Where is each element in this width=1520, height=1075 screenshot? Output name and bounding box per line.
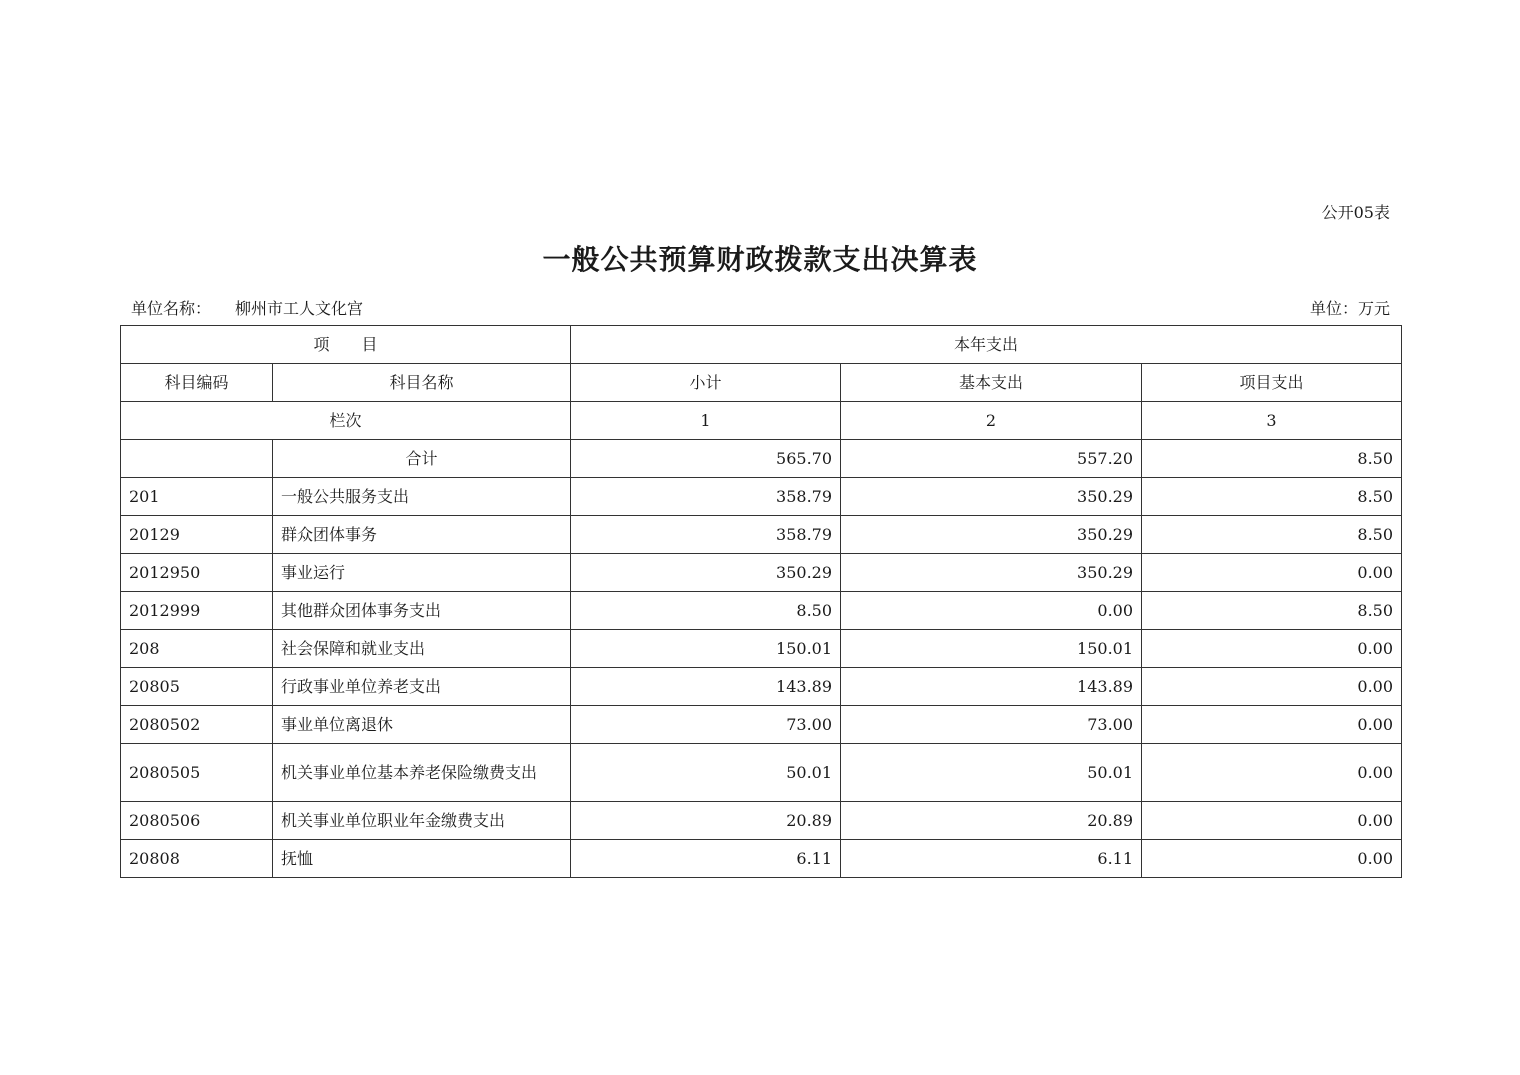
row-basic: 350.29 bbox=[841, 516, 1142, 554]
page-title: 一般公共预算财政拨款支出决算表 bbox=[542, 243, 978, 276]
row-name: 群众团体事务 bbox=[273, 516, 571, 554]
header-basic: 基本支出 bbox=[841, 364, 1142, 402]
row-item: 0.00 bbox=[1142, 706, 1402, 744]
header-row-3 bbox=[121, 402, 1402, 440]
budget-table bbox=[120, 325, 1402, 878]
table-row bbox=[121, 706, 1402, 744]
table-row bbox=[121, 478, 1402, 516]
row-subtotal: 358.79 bbox=[571, 478, 841, 516]
row-name: 抚恤 bbox=[273, 840, 571, 878]
row-subtotal: 50.01 bbox=[571, 744, 841, 802]
row-item: 0.00 bbox=[1142, 554, 1402, 592]
row-code: 20129 bbox=[121, 516, 273, 554]
row-item: 8.50 bbox=[1142, 516, 1402, 554]
row-item: 8.50 bbox=[1142, 592, 1402, 630]
row-subtotal: 358.79 bbox=[571, 516, 841, 554]
header-project: 项 目 bbox=[121, 326, 571, 364]
row-name: 行政事业单位养老支出 bbox=[273, 668, 571, 706]
row-item: 0.00 bbox=[1142, 840, 1402, 878]
row-item: 8.50 bbox=[1142, 478, 1402, 516]
row-subtotal: 8.50 bbox=[571, 592, 841, 630]
total-item: 8.50 bbox=[1142, 440, 1402, 478]
row-basic: 143.89 bbox=[841, 668, 1142, 706]
row-code: 20808 bbox=[121, 840, 273, 878]
row-code: 2080502 bbox=[121, 706, 273, 744]
row-name: 事业运行 bbox=[273, 554, 571, 592]
row-item: 0.00 bbox=[1142, 744, 1402, 802]
header-col-order: 栏次 bbox=[121, 402, 571, 440]
row-code: 20805 bbox=[121, 668, 273, 706]
table-row bbox=[121, 668, 1402, 706]
header-code: 科目编码 bbox=[121, 364, 273, 402]
unit-name-row bbox=[131, 296, 363, 319]
row-name: 一般公共服务支出 bbox=[273, 478, 571, 516]
table-row bbox=[121, 744, 1402, 802]
header-col-2: 2 bbox=[841, 402, 1142, 440]
row-basic: 350.29 bbox=[841, 554, 1142, 592]
header-subtotal: 小计 bbox=[571, 364, 841, 402]
row-subtotal: 143.89 bbox=[571, 668, 841, 706]
total-code bbox=[121, 440, 273, 478]
header-col-1: 1 bbox=[571, 402, 841, 440]
unit-name-label: 单位名称： bbox=[131, 299, 212, 318]
table-row bbox=[121, 554, 1402, 592]
currency-unit: 单位：万元 bbox=[1309, 299, 1390, 318]
total-row bbox=[121, 440, 1402, 478]
table-row bbox=[121, 516, 1402, 554]
row-subtotal: 20.89 bbox=[571, 802, 841, 840]
header-row-2 bbox=[121, 364, 1402, 402]
row-item: 0.00 bbox=[1142, 802, 1402, 840]
header-name: 科目名称 bbox=[273, 364, 571, 402]
header-row-1 bbox=[121, 326, 1402, 364]
total-subtotal: 565.70 bbox=[571, 440, 841, 478]
row-code: 2012999 bbox=[121, 592, 273, 630]
row-basic: 20.89 bbox=[841, 802, 1142, 840]
row-name: 事业单位离退休 bbox=[273, 706, 571, 744]
row-name: 社会保障和就业支出 bbox=[273, 630, 571, 668]
header-current-year: 本年支出 bbox=[571, 326, 1402, 364]
row-subtotal: 6.11 bbox=[571, 840, 841, 878]
row-basic: 6.11 bbox=[841, 840, 1142, 878]
row-code: 2080505 bbox=[121, 744, 273, 802]
unit-name-value: 柳州市工人文化宫 bbox=[235, 299, 364, 318]
row-subtotal: 73.00 bbox=[571, 706, 841, 744]
row-code: 2080506 bbox=[121, 802, 273, 840]
total-basic: 557.20 bbox=[841, 440, 1142, 478]
row-basic: 73.00 bbox=[841, 706, 1142, 744]
row-code: 201 bbox=[121, 478, 273, 516]
row-basic: 0.00 bbox=[841, 592, 1142, 630]
total-label: 合计 bbox=[273, 440, 571, 478]
table-row bbox=[121, 592, 1402, 630]
row-basic: 150.01 bbox=[841, 630, 1142, 668]
row-subtotal: 150.01 bbox=[571, 630, 841, 668]
row-name: 机关事业单位基本养老保险缴费支出 bbox=[273, 744, 571, 802]
row-subtotal: 350.29 bbox=[571, 554, 841, 592]
header-item: 项目支出 bbox=[1142, 364, 1402, 402]
row-item: 0.00 bbox=[1142, 668, 1402, 706]
row-item: 0.00 bbox=[1142, 630, 1402, 668]
row-code: 2012950 bbox=[121, 554, 273, 592]
row-basic: 350.29 bbox=[841, 478, 1142, 516]
form-number: 公开05表 bbox=[1321, 203, 1390, 222]
row-name: 机关事业单位职业年金缴费支出 bbox=[273, 802, 571, 840]
row-code: 208 bbox=[121, 630, 273, 668]
table-row bbox=[121, 802, 1402, 840]
row-basic: 50.01 bbox=[841, 744, 1142, 802]
row-name: 其他群众团体事务支出 bbox=[273, 592, 571, 630]
header-col-3: 3 bbox=[1142, 402, 1402, 440]
table-row bbox=[121, 630, 1402, 668]
table-row bbox=[121, 840, 1402, 878]
